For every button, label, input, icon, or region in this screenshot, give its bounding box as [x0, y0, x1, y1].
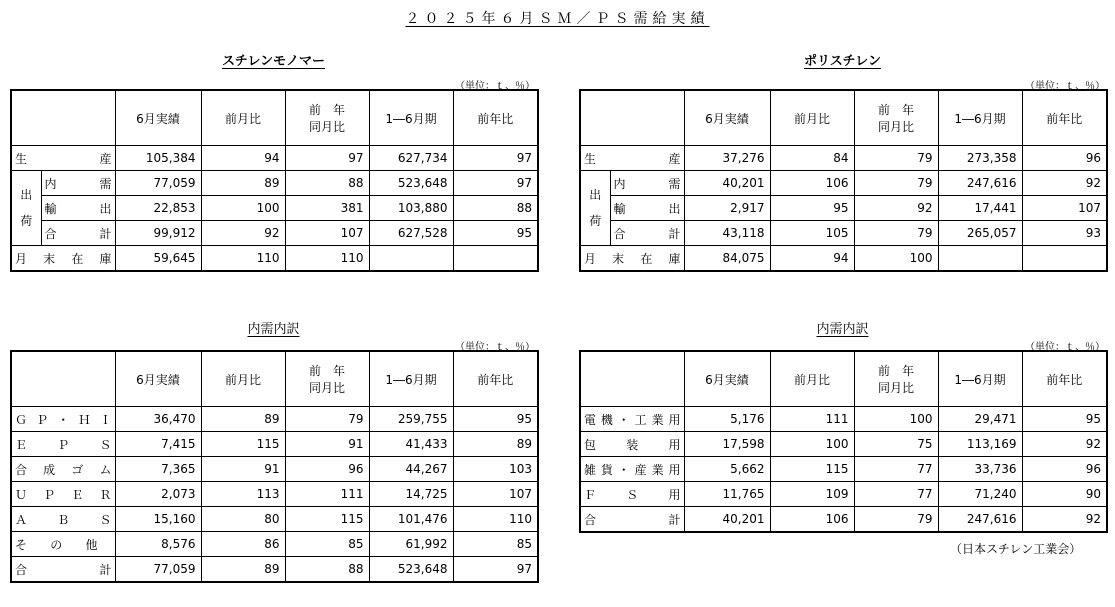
ps-breakdown-table — [579, 350, 1108, 533]
header-yoy-line1: 前 年 — [877, 364, 914, 378]
cell: 85 — [285, 532, 369, 557]
ps-breakdown-row-packaging — [580, 432, 1107, 457]
cell: 110 — [453, 507, 538, 532]
cell: 79 — [854, 507, 938, 533]
cell: 115 — [285, 507, 369, 532]
cell: 105,384 — [115, 146, 201, 171]
ps-row-inventory — [580, 246, 1107, 272]
cell: 96 — [1022, 457, 1107, 482]
row-label: 包 装 用 — [580, 432, 684, 457]
sm-row-domestic — [11, 171, 538, 196]
row-label: 生 産 — [580, 146, 684, 171]
sm-breakdown-row-abs — [11, 507, 538, 532]
cell: 91 — [285, 432, 369, 457]
cell: 22,853 — [115, 196, 201, 221]
header-blank — [580, 351, 684, 407]
cell: 96 — [285, 457, 369, 482]
cell: 105 — [770, 221, 854, 246]
row-label: Ａ Ｂ Ｓ — [11, 507, 115, 532]
cell: 37,276 — [684, 146, 770, 171]
ps-breakdown-row-electrical — [580, 407, 1107, 432]
ps-table — [579, 89, 1108, 272]
header-blank — [11, 351, 115, 407]
cell: 100 — [201, 196, 285, 221]
cell: 95 — [770, 196, 854, 221]
row-label: 雑 貨 ・ 産 業 用 — [580, 457, 684, 482]
header-ytd-yoy: 前年比 — [1022, 351, 1107, 407]
cell: 41,433 — [369, 432, 453, 457]
cell: 15,160 — [115, 507, 201, 532]
cell: 44,267 — [369, 457, 453, 482]
cell: 40,201 — [684, 171, 770, 196]
cell: 96 — [1022, 146, 1107, 171]
row-label: 合 成 ゴ ム — [11, 457, 115, 482]
cell: 94 — [770, 246, 854, 272]
cell — [453, 246, 538, 272]
cell — [1022, 246, 1107, 272]
cell: 97 — [285, 146, 369, 171]
sm-breakdown-header-row — [11, 351, 538, 407]
cell: 92 — [1022, 432, 1107, 457]
header-mom: 前月比 — [201, 90, 285, 146]
cell: 88 — [285, 171, 369, 196]
ps-section-title: ポリスチレン — [804, 54, 881, 69]
ps-row-export — [580, 196, 1107, 221]
cell: 89 — [201, 407, 285, 432]
header-yoy-line2: 同月比 — [308, 120, 345, 134]
cell: 94 — [201, 146, 285, 171]
row-label: 生 産 — [11, 146, 115, 171]
cell: 59,645 — [115, 246, 201, 272]
ps-breakdown-title: 内需内訳 — [816, 322, 869, 337]
cell: 115 — [770, 457, 854, 482]
cell: 89 — [201, 171, 285, 196]
cell: 100 — [770, 432, 854, 457]
cell: 79 — [285, 407, 369, 432]
header-yoy — [285, 90, 369, 146]
cell: 5,176 — [684, 407, 770, 432]
cell: 92 — [854, 196, 938, 221]
cell: 7,365 — [115, 457, 201, 482]
cell: 2,073 — [115, 482, 201, 507]
sm-breakdown-row-gphi — [11, 407, 538, 432]
cell: 106 — [770, 507, 854, 533]
sm-unit-label: （単位：ｔ、％） — [455, 81, 535, 92]
header-blank — [11, 90, 115, 146]
header-ytd: 1―6月期 — [369, 351, 453, 407]
cell: 107 — [1022, 196, 1107, 221]
cell: 90 — [1022, 482, 1107, 507]
cell: 92 — [1022, 507, 1107, 533]
cell: 97 — [453, 171, 538, 196]
sm-breakdown-row-synthetic-rubber — [11, 457, 538, 482]
cell: 86 — [201, 532, 285, 557]
header-ytd: 1―6月期 — [369, 90, 453, 146]
cell: 247,616 — [938, 171, 1022, 196]
cell: 80 — [201, 507, 285, 532]
cell: 107 — [453, 482, 538, 507]
cell: 109 — [770, 482, 854, 507]
header-mom: 前月比 — [770, 351, 854, 407]
cell: 106 — [770, 171, 854, 196]
cell: 77 — [854, 482, 938, 507]
page-title: ２０２５年６月ＳＭ／ＰＳ需給実績 — [405, 11, 710, 27]
cell: 17,598 — [684, 432, 770, 457]
sm-table — [10, 89, 539, 272]
header-yoy-line2: 同月比 — [308, 381, 345, 395]
row-label: Ｕ Ｐ Ｅ Ｒ — [11, 482, 115, 507]
cell: 381 — [285, 196, 369, 221]
cell: 36,470 — [115, 407, 201, 432]
cell: 101,476 — [369, 507, 453, 532]
cell: 627,734 — [369, 146, 453, 171]
row-label: 合 計 — [610, 221, 684, 246]
cell: 75 — [854, 432, 938, 457]
header-yoy — [854, 90, 938, 146]
cell: 77 — [854, 457, 938, 482]
cell: 84,075 — [684, 246, 770, 272]
sm-breakdown-row-other — [11, 532, 538, 557]
row-label: 輸 出 — [41, 196, 115, 221]
header-yoy-line1: 前 年 — [308, 103, 345, 117]
cell: 89 — [201, 557, 285, 583]
ps-breakdown-unit-label: （単位：ｔ、％） — [1025, 342, 1105, 353]
header-yoy-line1: 前 年 — [877, 103, 914, 117]
source-footnote: （日本スチレン工業会） — [950, 542, 1082, 556]
cell: 77,059 — [115, 557, 201, 583]
ps-breakdown-header-row — [580, 351, 1107, 407]
cell: 247,616 — [938, 507, 1022, 533]
cell: 100 — [854, 246, 938, 272]
ps-row-domestic — [580, 171, 1107, 196]
header-ytd: 1―6月期 — [938, 90, 1022, 146]
row-label: そ の 他 — [11, 532, 115, 557]
cell: 273,358 — [938, 146, 1022, 171]
header-blank — [580, 90, 684, 146]
cell: 99,912 — [115, 221, 201, 246]
cell: 95 — [1022, 407, 1107, 432]
row-label: 合 計 — [41, 221, 115, 246]
cell: 97 — [453, 146, 538, 171]
cell: 88 — [285, 557, 369, 583]
cell: 265,057 — [938, 221, 1022, 246]
cell: 523,648 — [369, 557, 453, 583]
cell: 92 — [201, 221, 285, 246]
row-label: 輸 出 — [610, 196, 684, 221]
sm-row-production — [11, 146, 538, 171]
cell: 79 — [854, 146, 938, 171]
cell: 113 — [201, 482, 285, 507]
ps-breakdown-row-sundries — [580, 457, 1107, 482]
row-label: 月 末 在 庫 — [11, 246, 115, 272]
cell: 61,992 — [369, 532, 453, 557]
row-label: 合 計 — [580, 507, 684, 533]
ps-row-total — [580, 221, 1107, 246]
header-yoy-line2: 同月比 — [877, 381, 914, 395]
header-ytd-yoy: 前年比 — [453, 90, 538, 146]
header-yoy-line2: 同月比 — [877, 120, 914, 134]
cell: 91 — [201, 457, 285, 482]
cell: 103,880 — [369, 196, 453, 221]
header-ytd-yoy: 前年比 — [1022, 90, 1107, 146]
cell: 71,240 — [938, 482, 1022, 507]
row-label: 合 計 — [11, 557, 115, 583]
cell: 93 — [1022, 221, 1107, 246]
header-yoy — [285, 351, 369, 407]
ps-breakdown-row-total — [580, 507, 1107, 533]
sm-header-row — [11, 90, 538, 146]
cell: 627,528 — [369, 221, 453, 246]
header-mom: 前月比 — [770, 90, 854, 146]
ps-header-row — [580, 90, 1107, 146]
cell: 33,736 — [938, 457, 1022, 482]
ps-unit-label: （単位：ｔ、％） — [1025, 81, 1105, 92]
row-label: 電 機 ・ 工 業 用 — [580, 407, 684, 432]
ps-breakdown-row-fs — [580, 482, 1107, 507]
cell: 85 — [453, 532, 538, 557]
cell: 14,725 — [369, 482, 453, 507]
cell: 92 — [1022, 171, 1107, 196]
sm-breakdown-row-eps — [11, 432, 538, 457]
cell: 17,441 — [938, 196, 1022, 221]
sm-row-inventory — [11, 246, 538, 272]
cell — [938, 246, 1022, 272]
cell: 79 — [854, 221, 938, 246]
row-label: Ｇ Ｐ ・ Ｈ Ｉ — [11, 407, 115, 432]
cell: 7,415 — [115, 432, 201, 457]
sm-breakdown-unit-label: （単位：ｔ、％） — [455, 342, 535, 353]
cell: 115 — [201, 432, 285, 457]
cell: 2,917 — [684, 196, 770, 221]
header-month-actual: 6月実績 — [115, 351, 201, 407]
cell — [369, 246, 453, 272]
sm-section-title: スチレンモノマー — [221, 54, 326, 69]
cell: 5,662 — [684, 457, 770, 482]
cell: 79 — [854, 171, 938, 196]
cell: 259,755 — [369, 407, 453, 432]
sm-breakdown-table — [10, 350, 539, 583]
cell: 84 — [770, 146, 854, 171]
cell: 11,765 — [684, 482, 770, 507]
row-label: Ｅ Ｐ Ｓ — [11, 432, 115, 457]
shipment-group-label: 出 荷 — [580, 171, 610, 246]
ps-row-production — [580, 146, 1107, 171]
header-ytd: 1―6月期 — [938, 351, 1022, 407]
sm-row-total — [11, 221, 538, 246]
cell: 523,648 — [369, 171, 453, 196]
row-label: Ｆ Ｓ 用 — [580, 482, 684, 507]
cell: 111 — [770, 407, 854, 432]
cell: 107 — [285, 221, 369, 246]
header-mom: 前月比 — [201, 351, 285, 407]
cell: 111 — [285, 482, 369, 507]
cell: 97 — [453, 557, 538, 583]
cell: 89 — [453, 432, 538, 457]
sm-row-export — [11, 196, 538, 221]
sm-breakdown-title: 内需内訳 — [247, 322, 300, 337]
cell: 29,471 — [938, 407, 1022, 432]
header-yoy-line1: 前 年 — [308, 364, 345, 378]
cell: 95 — [453, 221, 538, 246]
header-month-actual: 6月実績 — [684, 90, 770, 146]
row-label: 内 需 — [610, 171, 684, 196]
sm-breakdown-row-uper — [11, 482, 538, 507]
cell: 110 — [285, 246, 369, 272]
header-yoy — [854, 351, 938, 407]
cell: 113,169 — [938, 432, 1022, 457]
cell: 95 — [453, 407, 538, 432]
cell: 8,576 — [115, 532, 201, 557]
cell: 103 — [453, 457, 538, 482]
header-month-actual: 6月実績 — [115, 90, 201, 146]
cell: 110 — [201, 246, 285, 272]
cell: 40,201 — [684, 507, 770, 533]
cell: 43,118 — [684, 221, 770, 246]
sm-breakdown-row-total — [11, 557, 538, 583]
cell: 88 — [453, 196, 538, 221]
row-label: 内 需 — [41, 171, 115, 196]
shipment-group-label: 出 荷 — [11, 171, 41, 246]
header-ytd-yoy: 前年比 — [453, 351, 538, 407]
cell: 100 — [854, 407, 938, 432]
cell: 77,059 — [115, 171, 201, 196]
row-label: 月 末 在 庫 — [580, 246, 684, 272]
header-month-actual: 6月実績 — [684, 351, 770, 407]
